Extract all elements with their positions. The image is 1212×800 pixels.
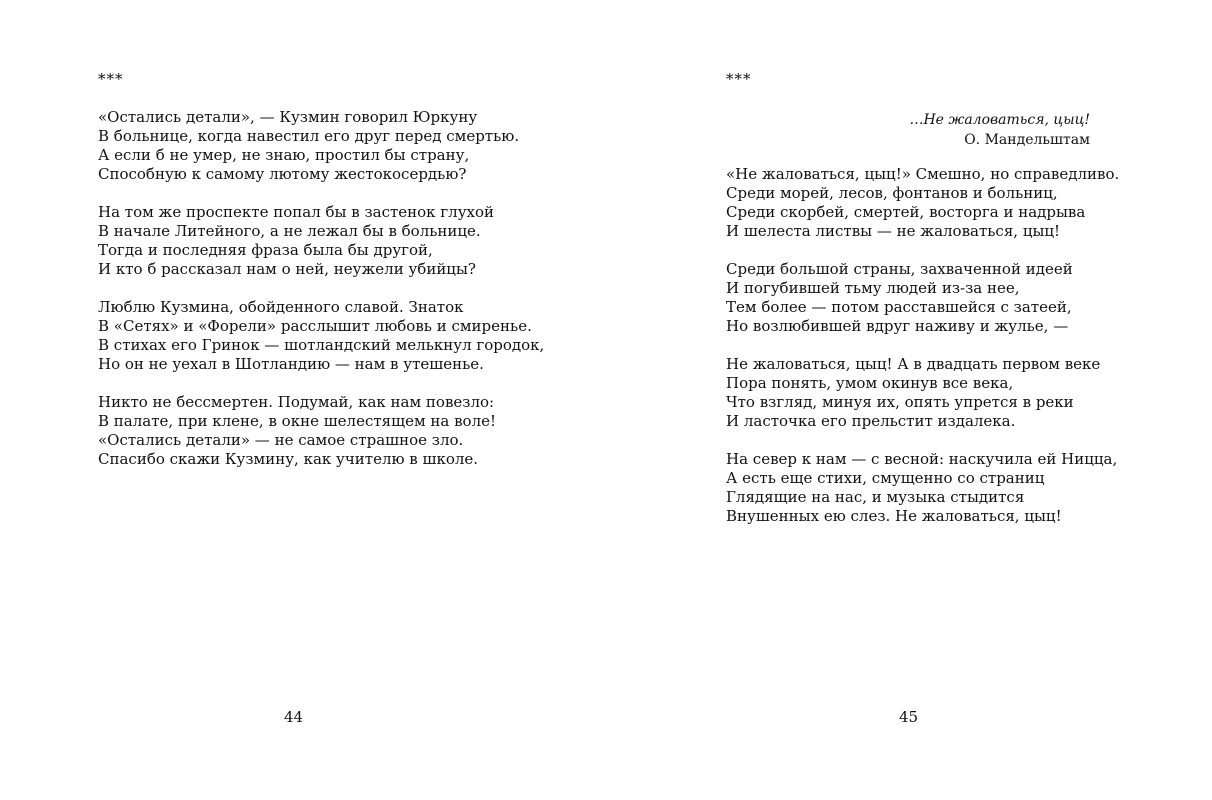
poem-line: «Не жаловаться, цыц!» Смешно, но справедливо. — [726, 165, 1120, 183]
poem-line: В начале Литейного, а не лежал бы в больнице. — [98, 222, 481, 240]
poem-line: «Остались детали», — Кузмин говорил Юркуну — [98, 108, 478, 126]
poem-line: И ласточка его прельстит издалека. — [726, 412, 1016, 430]
poem-line: А если б не умер, не знаю, простил бы страну, — [98, 146, 470, 164]
poem-line: Тем более — потом расставшейся с затеей, — [726, 298, 1072, 316]
poem-line: Среди скорбей, смертей, восторга и надрыва — [726, 203, 1086, 221]
epigraph — [909, 110, 1090, 150]
page-number: 45 — [899, 708, 919, 726]
poem-line: Среди большой страны, захваченной идеей — [726, 260, 1073, 278]
section-separator: *** — [726, 70, 752, 88]
poem-line: На том же проспекте попал бы в застенок глухой — [98, 203, 495, 221]
poem-line: Никто не бессмертен. Подумай, как нам повезло: — [98, 393, 495, 411]
poem-line: Спасибо скажи Кузмину, как учителю в школе. — [98, 450, 479, 468]
poem-kuzmin — [98, 108, 544, 488]
poem-line: Не жаловаться, цыц! А в двадцать первом веке — [726, 355, 1101, 373]
poem-line: А есть еще стихи, смущенно со страниц — [726, 469, 1045, 487]
poem-line: Но он не уехал в Шотландию — нам в утешенье. — [98, 355, 484, 373]
stanza — [726, 165, 1119, 241]
poem-line: Глядящие на нас, и музыка стыдится — [726, 488, 1025, 506]
stanza — [98, 298, 544, 374]
poem-line: Но возлюбившей вдруг наживу и жулье, — — [726, 317, 1069, 335]
poem-line: Внушенных ею слез. Не жаловаться, цыц! — [726, 507, 1062, 525]
poem-line: Среди морей, лесов, фонтанов и больниц, — [726, 184, 1058, 202]
poem-line: В «Сетях» и «Форели» расслышит любовь и смиренье. — [98, 317, 532, 335]
poem-line: Тогда и последняя фраза была бы другой, — [98, 241, 433, 259]
poem-line: Люблю Кузмина, обойденного славой. Знаток — [98, 298, 464, 316]
page-number: 44 — [284, 708, 304, 726]
stanza — [726, 450, 1119, 526]
poem-mandelstam — [726, 165, 1119, 545]
poem-line: Что взгляд, минуя их, опять упрется в реки — [726, 393, 1074, 411]
epigraph-author: О. Мандельштам — [964, 132, 1090, 148]
poem-line: В больнице, когда навестил его друг перед смертью. — [98, 127, 520, 145]
stanza — [726, 355, 1119, 431]
poem-line: В палате, при клене, в окне шелестящем на воле! — [98, 412, 496, 430]
poem-line: «Остались детали» — не самое страшное зло. — [98, 431, 464, 449]
poem-line: И шелеста листвы — не жаловаться, цыц! — [726, 222, 1061, 240]
poem-line: И кто б рассказал нам о ней, неужели убийцы? — [98, 260, 476, 278]
epigraph-quote: …Не жаловаться, цыц! — [909, 112, 1090, 128]
poem-line: Способную к самому лютому жестокосердью? — [98, 165, 467, 183]
stanza — [98, 203, 544, 279]
poem-line: Пора понять, умом окинув все века, — [726, 374, 1014, 392]
poem-line: И погубившей тьму людей из-за нее, — [726, 279, 1020, 297]
right-page — [606, 0, 1212, 800]
stanza — [726, 260, 1119, 336]
stanza — [98, 393, 544, 469]
poem-line: В стихах его Гринок — шотландский мелькнул городок, — [98, 336, 545, 354]
poem-line: На север к нам — с весной: наскучила ей Ницца, — [726, 450, 1118, 468]
stanza — [98, 108, 544, 184]
section-separator: *** — [98, 70, 124, 88]
